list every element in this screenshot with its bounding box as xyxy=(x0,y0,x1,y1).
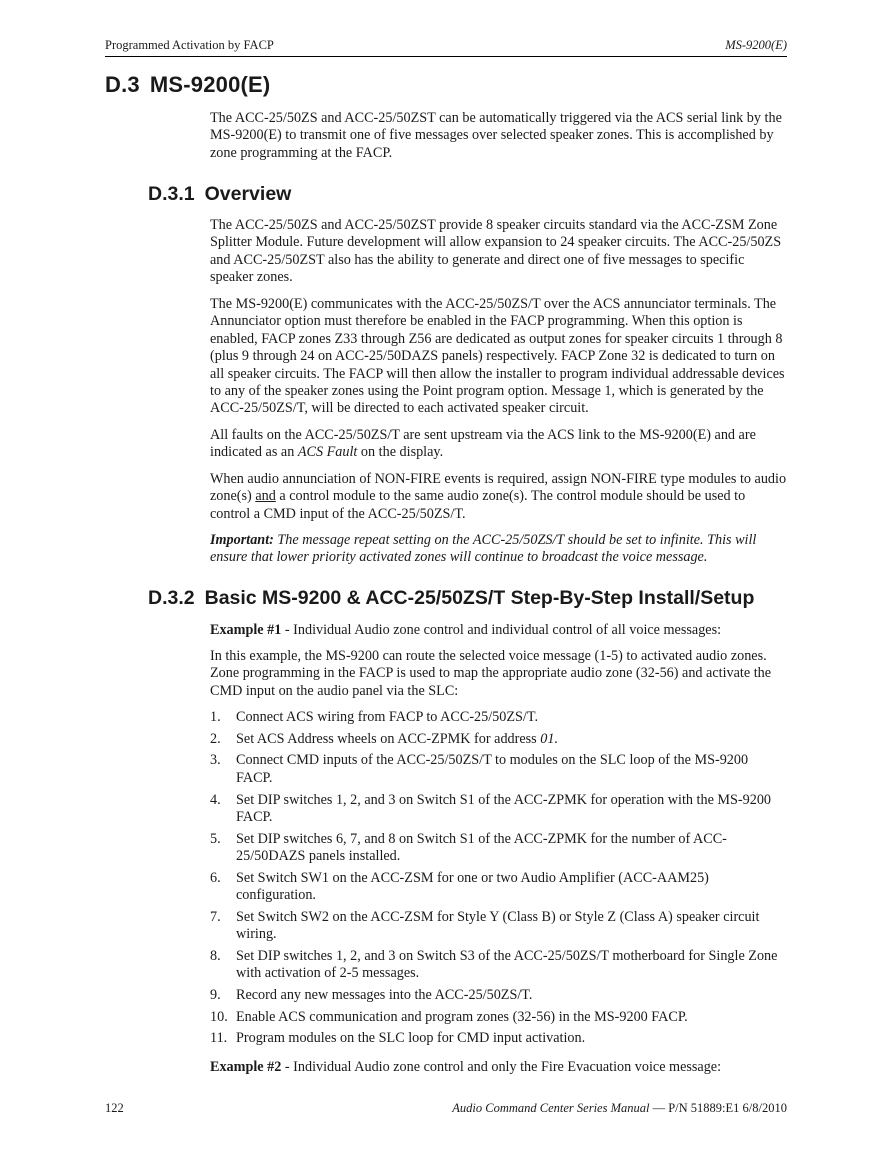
step-number: 4. xyxy=(210,791,221,808)
section-title: MS-9200(E) xyxy=(149,72,271,97)
overview-paragraph-2: The MS-9200(E) communicates with the ACC-25/50ZS/T over the ACS annunciator terminals. The Annunciator option must therefore be enabled in the FACP programming. When this option is enabled, FACP zones Z33 through Z56 are dedicated as output zones for speaker circuits 1 through 8 (plus 9 through 24 on ACC-25/50DAZS panels) respectively. FACP Zone 32 is dedicated to turn on all speaker circuits. The FACP will then allow the installer to program individual addressable devices to any of the speaker zones using the Point program option. Message 1, which is generated by the ACC-25/50ZS/T, will be directed to each activated speaker circuit. xyxy=(210,296,785,417)
part-number: P/N 51889:E1 6/8/2010 xyxy=(668,1101,787,1115)
example-2-text: - Individual Audio zone control and only the Fire Evacuation voice message: xyxy=(281,1059,722,1075)
step-text: Connect CMD inputs of the ACC-25/50ZS/T to modules on the SLC loop of the MS-9200 FACP. xyxy=(236,752,749,786)
overview-number: D.3.1 xyxy=(148,183,195,205)
step-text: Set DIP switches 1, 2, and 3 on Switch S3 of the ACC-25/50ZS/T motherboard for Single Zone with activation of 2-5 messages. xyxy=(236,947,778,982)
important-label: Important: xyxy=(210,532,274,548)
list-item xyxy=(210,870,788,905)
overview-heading xyxy=(148,183,291,206)
step-number: 6. xyxy=(210,869,221,886)
step-number: 10. xyxy=(210,1008,228,1025)
overview-paragraph-3 xyxy=(210,427,788,462)
list-item xyxy=(210,987,788,1004)
section-heading xyxy=(105,72,270,98)
example-1-text: - Individual Audio zone control and individual control of all voice messages: xyxy=(281,622,722,638)
list-item xyxy=(210,948,788,983)
list-item xyxy=(210,752,788,787)
example-2-label: Example #2 xyxy=(210,1059,282,1075)
section-number: D.3 xyxy=(105,72,140,97)
step-number: 2. xyxy=(210,730,221,747)
step-text: Set Switch SW1 on the ACC-ZSM for one or two Audio Amplifier (ACC-AAM25) configuration. xyxy=(236,869,709,904)
list-item xyxy=(210,909,788,944)
setup-title: Basic MS-9200 & ACC-25/50ZS/T Step-By-Step Install/Setup xyxy=(204,587,755,609)
list-item xyxy=(210,709,788,726)
example-2-intro xyxy=(210,1059,788,1076)
important-text: The message repeat setting on the ACC-25/50ZS/T should be set to infinite. This will ensure that lower priority activated zones will continue to broadcast the voice message. xyxy=(210,532,757,566)
section-intro: The ACC-25/50ZS and ACC-25/50ZST can be automatically triggered via the ACS serial link by the MS-9200(E) to transmit one of five messages over selected speaker zones. This is accomplished by zone programming at the FACP. xyxy=(210,110,782,161)
step-number: 5. xyxy=(210,830,221,847)
header-section-title: MS-9200(E) xyxy=(725,38,787,52)
step-text: Set Switch SW2 on the ACC-ZSM for Style Y (Class B) or Style Z (Class A) speaker circuit wiring. xyxy=(236,908,760,943)
step-text: Set ACS Address wheels on ACC-ZPMK for address xyxy=(236,730,541,747)
setup-number: D.3.2 xyxy=(148,587,195,609)
manual-title: Audio Command Center Series Manual xyxy=(452,1101,650,1115)
list-item xyxy=(210,731,788,748)
step-text: Enable ACS communication and program zones (32-56) in the MS-9200 FACP. xyxy=(236,1008,688,1025)
footer-dash: — xyxy=(649,1101,669,1115)
example-1-paragraph: In this example, the MS-9200 can route the selected voice message (1-5) to activated audio zones. Zone programming in the FACP is used to map the appropriate audio zone (32-56) and activate the CMD input on the audio panel via the SLC: xyxy=(210,648,772,699)
step-number: 8. xyxy=(210,947,221,964)
overview-paragraph-4 xyxy=(210,471,788,523)
step-number: 1. xyxy=(210,709,221,725)
p4-text-a: When audio annunciation of NON-FIRE events is required, assign NON-FIRE type modules to audio zone(s) xyxy=(210,471,787,505)
p3-text-a: All faults on the ACC-25/50ZS/T are sent upstream via the ACS link to the MS-9200(E) and are indicated as an xyxy=(210,427,756,461)
page-header xyxy=(105,38,787,57)
p3-text-b: on the display. xyxy=(357,444,444,461)
p4-underlined-word: and xyxy=(255,488,276,505)
step-number: 11. xyxy=(210,1030,228,1047)
setup-heading xyxy=(148,587,754,610)
step-text: Set DIP switches 1, 2, and 3 on Switch S1 of the ACC-ZPMK for operation with the MS-9200 FACP. xyxy=(236,791,772,825)
example-1-label: Example #1 xyxy=(210,622,282,638)
acs-fault-term: ACS Fault xyxy=(297,444,358,461)
list-item xyxy=(210,792,788,827)
important-note xyxy=(210,532,788,567)
step-text: Connect ACS wiring from FACP to ACC-25/50ZS/T. xyxy=(236,709,539,725)
list-item xyxy=(210,1030,788,1047)
step-text: Set DIP switches 6, 7, and 8 on Switch S1 of the ACC-ZPMK for the number of ACC-25/50DAZS panels installed. xyxy=(236,830,727,865)
overview-paragraph-1: The ACC-25/50ZS and ACC-25/50ZST provide 8 speaker circuits standard via the ACC-ZSM Zone Splitter Module. Future development will allow expansion to 24 speaker circuits. The ACC-25/50ZS and ACC-25/50ZST also has the ability to generate and direct one of five messages to specific speaker zones. xyxy=(210,217,782,286)
step-italic: 01. xyxy=(540,730,558,747)
step-text: Record any new messages into the ACC-25/50ZS/T. xyxy=(236,987,533,1004)
setup-steps-list xyxy=(210,709,788,1052)
overview-title: Overview xyxy=(204,183,292,205)
list-item xyxy=(210,831,788,866)
step-number: 7. xyxy=(210,908,221,925)
header-chapter-title: Programmed Activation by FACP xyxy=(105,38,274,52)
step-text: Program modules on the SLC loop for CMD input activation. xyxy=(236,1030,586,1047)
step-number: 3. xyxy=(210,752,221,769)
step-number: 9. xyxy=(210,987,221,1004)
p4-text-b: a control module to the same audio zone(s). The control module should be used to control a CMD input of the ACC-25/50ZS/T. xyxy=(210,488,746,522)
example-1-intro xyxy=(210,622,788,639)
list-item xyxy=(210,1009,788,1026)
footer-manual-info xyxy=(452,1101,787,1116)
page-number: 122 xyxy=(105,1101,124,1115)
